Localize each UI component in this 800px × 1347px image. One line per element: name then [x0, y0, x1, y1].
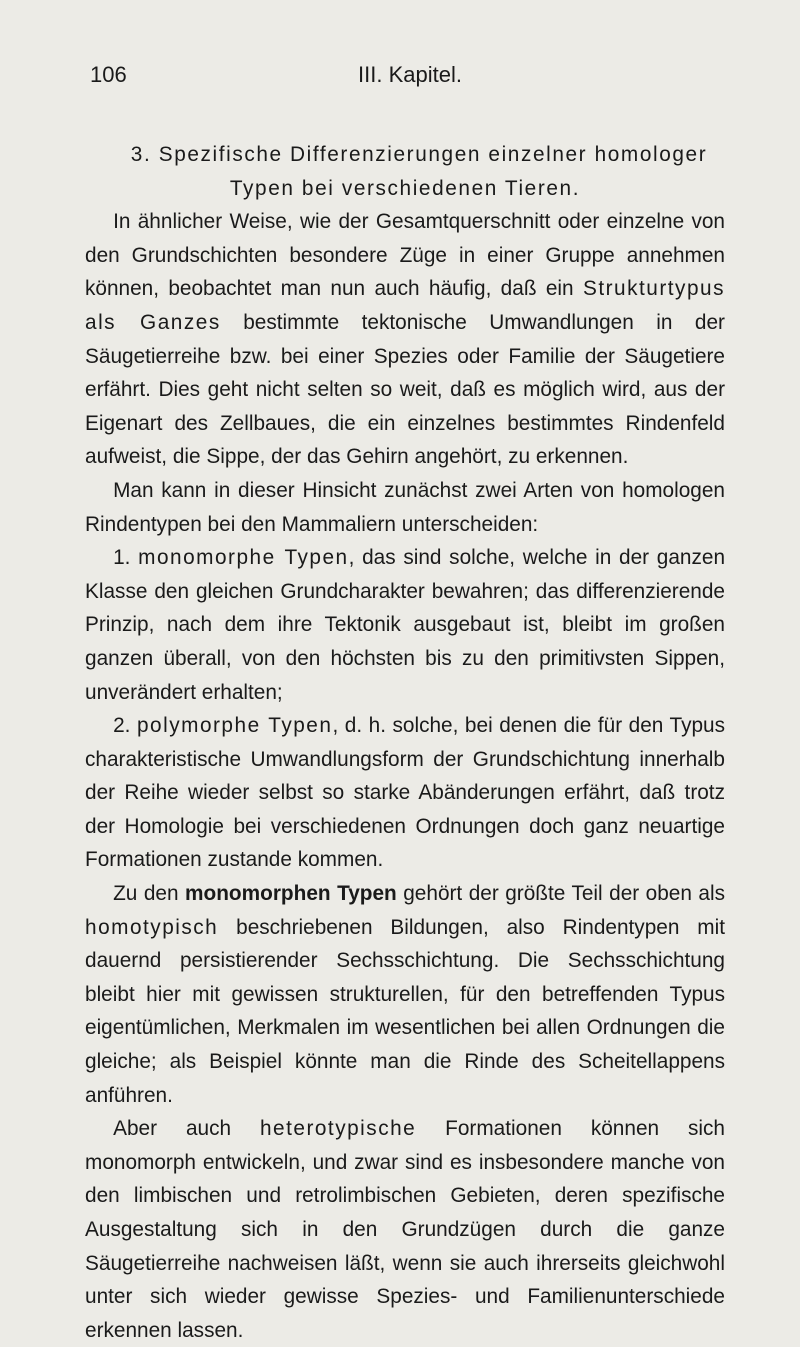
page-header — [90, 62, 730, 96]
list-item — [85, 709, 725, 877]
paragraph — [85, 1112, 725, 1347]
list-number: 2. — [113, 714, 137, 738]
bold-emphasis: monomorphen Typen — [185, 882, 397, 906]
text-run: Formationen können sich monomorph entwickeln, und zwar sind es insbesondere manche von den limbischen und retrolimbischen Gebieten, deren spezifische Ausgestaltung sich in den Grundzügen durch die ganze Säugetierreihe nachweisen läßt, wenn sie auch ihrerseits gleichwohl unter sich wieder gewisse Spezies- und Familienunterschiede erkennen lassen. — [85, 1117, 725, 1342]
list-item — [85, 541, 725, 709]
body-text — [85, 138, 725, 1347]
running-head: III. Kapitel. — [358, 62, 462, 87]
page-number: 106 — [90, 62, 127, 87]
list-number: 1. — [113, 546, 139, 570]
text-run: gehört der größte Teil der oben als — [396, 882, 725, 906]
spaced-emphasis: Strukturtypus als Ganzes — [85, 277, 725, 334]
text-run: Zu den — [113, 882, 186, 906]
spaced-emphasis: heterotypische — [259, 1117, 417, 1141]
text-run: , d. h. solche, bei denen die für den Typus charakteristische Umwandlungsform der Grundschichtung innerhalb der Reihe wieder selbst so starke Abänderungen erfährt, daß trotz der Homologie bei verschiedenen Ordnungen doch ganz neuartige Formationen zustande kommen. — [85, 714, 726, 872]
text-run: , das sind solche, welche in der ganzen Klasse den gleichen Grundcharakter bewahren; das differenzierende Prinzip, nach dem ihre Tektonik ausgebaut ist, bleibt im großen ganzen überall, von den höchsten bis zu den primitivsten Sippen, unverändert erhalten; — [85, 546, 726, 704]
paragraph — [85, 877, 725, 1112]
paragraph — [85, 205, 725, 474]
spaced-emphasis: homotypisch — [85, 915, 219, 939]
text-run: Aber auch — [113, 1117, 260, 1141]
spaced-emphasis: monomorphe Typen — [138, 546, 349, 570]
paragraph: Man kann in dieser Hinsicht zunächst zwei Arten von homologen Rindentypen bei den Mammaliern unterscheiden: — [85, 478, 725, 536]
section-heading: 3. Spezifische Differenzierungen einzelner homologer Typen bei verschiedenen Tieren. — [130, 143, 708, 200]
text-run: beschriebenen Bildungen, also Rindentypen mit dauernd persistierender Sechsschichtung. Die Sechsschichtung bleibt hier mit gewissen strukturellen, für den betreffenden Typus eigentümlichen, Merkmalen im wesentlichen bei allen Ordnungen die gleiche; als Beispiel könnte man die Rinde des Scheitellappens anführen. — [85, 915, 725, 1107]
text-run: bestimmte tektonische Umwandlungen in der Säugetierreihe bzw. bei einer Spezies oder Familie der Säugetiere erfährt. Dies geht nicht selten so weit, daß es möglich wird, aus der Eigenart des Zellbaues, die ein einzelnes bestimmtes Rindenfeld aufweist, die Sippe, der das Gehirn angehört, zu erkennen. — [85, 310, 725, 469]
spaced-emphasis: polymorphe Typen — [136, 714, 333, 738]
text-run: In ähnlicher Weise, wie der Gesamtquerschnitt oder einzelne von den Grundschichten besondere Züge in einer Gruppe annehmen können, beobachtet man nun auch häufig, daß ein — [85, 210, 725, 301]
